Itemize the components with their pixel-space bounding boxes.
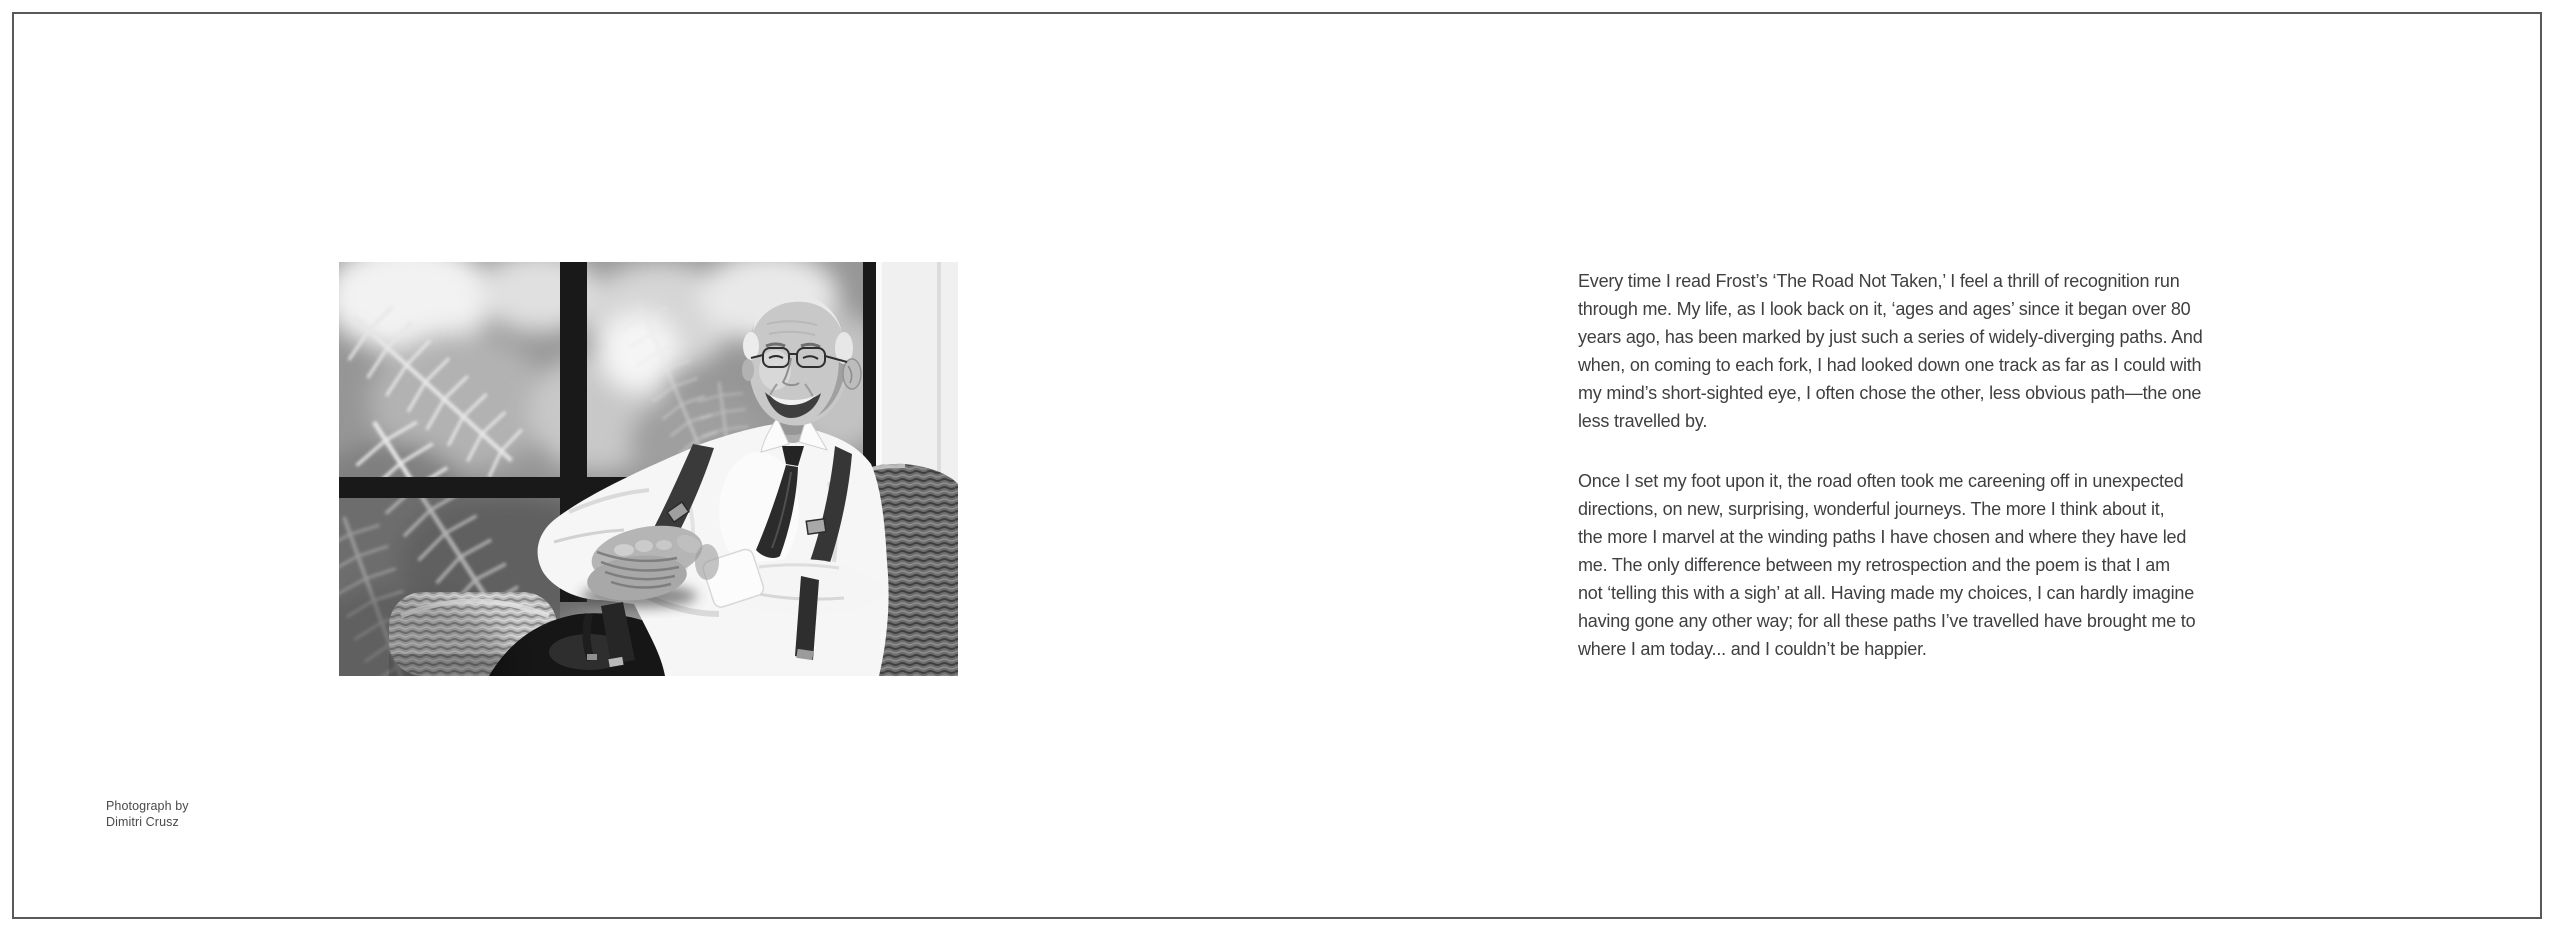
essay-line: Every time I read Frost’s ‘The Road Not Taken,’ I feel a thrill of recognition run: [1578, 271, 2180, 291]
essay-line: not ‘telling this with a sigh’ at all. Having made my choices, I can hardly imagine: [1578, 583, 2195, 603]
essay-line: where I am today... and I couldn’t be happier.: [1578, 639, 1927, 659]
essay-line: less travelled by.: [1578, 411, 1708, 431]
essay-line: my mind’s short-sighted eye, I often chose the other, less obvious path—the one: [1578, 383, 2202, 403]
essay-text: [1578, 267, 2278, 663]
essay-paragraph: [1578, 267, 2278, 435]
essay-line: the more I marvel at the winding paths I have chosen and where they have led: [1578, 527, 2187, 547]
portrait-photo: [339, 262, 958, 676]
essay-line: years ago, has been marked by just such a series of widely-diverging paths. And: [1578, 327, 2203, 347]
essay-line: directions, on new, surprising, wonderful journeys. The more I think about it,: [1578, 499, 2165, 519]
photo-caption-line: Dimitri Crusz: [106, 814, 179, 829]
essay-line: Once I set my foot upon it, the road often took me careening off in unexpected: [1578, 471, 2184, 491]
photo-caption-line: Photograph by: [106, 799, 189, 813]
photo-caption: [106, 799, 189, 830]
essay-line: when, on coming to each fork, I had looked down one track as far as I could with: [1578, 355, 2202, 375]
essay-line: me. The only difference between my retrospection and the poem is that I am: [1578, 555, 2170, 575]
essay-paragraph: [1578, 467, 2278, 663]
portrait-photo-illustration: [339, 262, 958, 676]
essay-line: having gone any other way; for all these paths I’ve travelled have brought me to: [1578, 611, 2196, 631]
essay-line: through me. My life, as I look back on it, ‘ages and ages’ since it began over 80: [1578, 299, 2191, 319]
